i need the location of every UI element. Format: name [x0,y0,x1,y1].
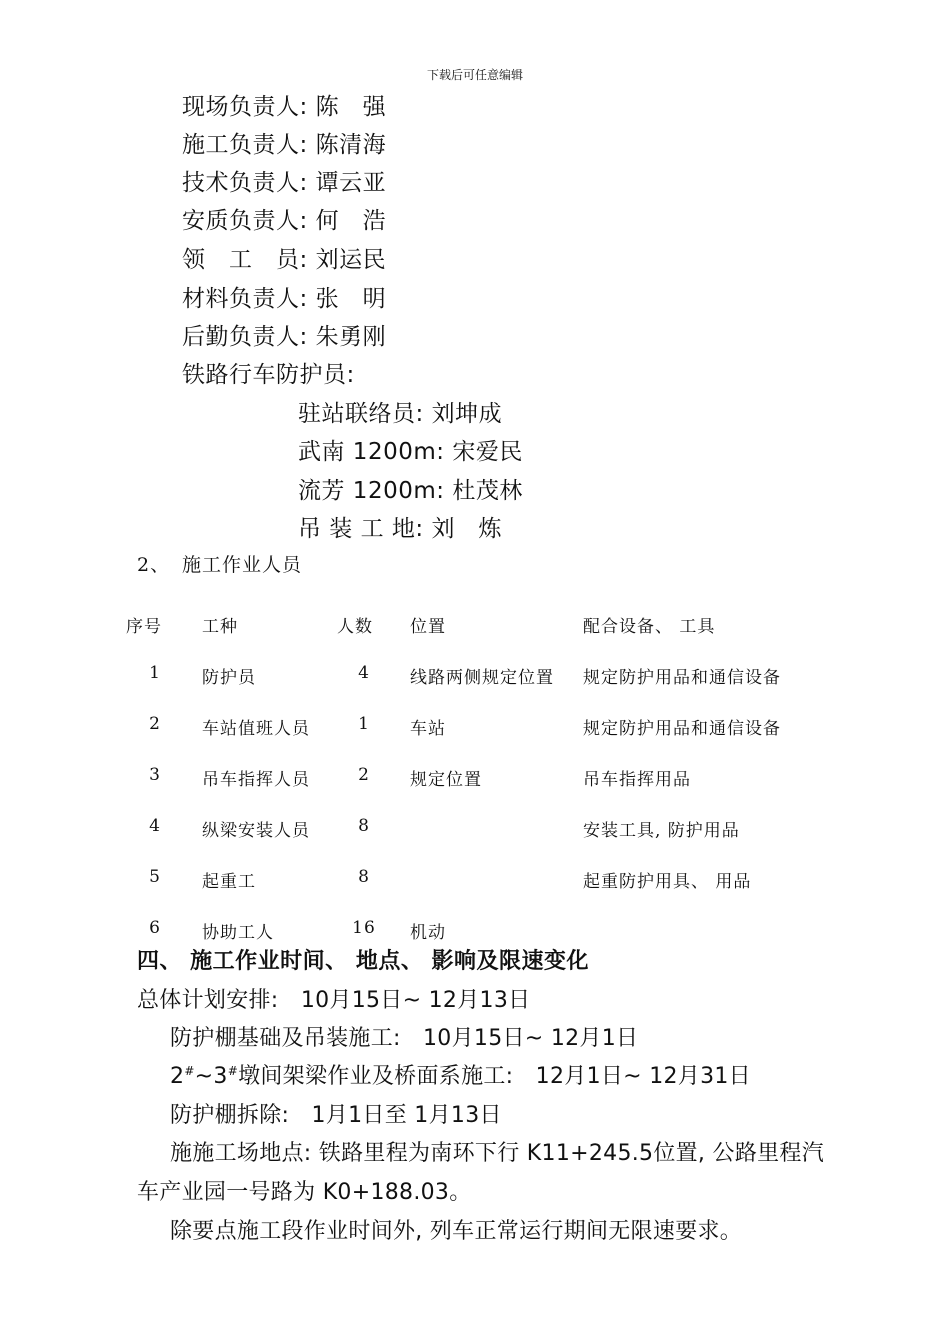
personnel-name: 何 浩 [315,208,387,234]
personnel-label: 现场负责人: [182,94,308,120]
personnel-name: 朱勇刚 [315,324,387,350]
personnel-row [182,164,386,197]
personnel-row [182,280,386,313]
row-trade: 车站值班人员 [202,719,310,739]
pier-mark: # [227,1064,239,1078]
row-index: 1 [149,663,161,683]
row-equipment: 规定防护用品和通信设备 [583,668,781,688]
row-location: 车站 [410,719,446,739]
location-line-1: 施施工场地点: 铁路里程为南环下行 K11+245.5位置, 公路里程汽 [170,1141,825,1166]
schedule-item-foundation: 防护棚基础及吊装施工: 10月15日~ 12月1日 [170,1026,639,1051]
row-index: 5 [149,867,161,887]
section-2-title: 施工作业人员 [182,554,303,576]
row-location: 机动 [410,923,446,943]
guard-label: 流芳 1200m: [298,478,445,504]
row-count: 1 [358,714,370,734]
overall-schedule: 总体计划安排: 10月15日~ 12月13日 [137,988,531,1013]
personnel-name: 谭云亚 [315,170,387,196]
table-header-location: 位置 [410,617,446,637]
personnel-row [182,356,355,389]
guard-name: 刘 炼 [431,516,502,542]
row-trade: 吊车指挥人员 [202,770,310,790]
personnel-row [182,202,386,235]
guard-label: 驻站联络员: [298,401,424,427]
row-trade: 防护员 [202,668,256,688]
guard-row [298,433,523,466]
download-note: 下载后可任意编辑 [426,68,523,82]
guard-name: 宋爱民 [452,439,523,465]
row-count: 8 [358,816,370,836]
guard-name: 杜茂林 [452,478,523,504]
personnel-label: 后勤负责人: [182,324,308,350]
personnel-row [182,318,386,351]
guard-name: 刘坤成 [431,401,503,427]
guard-row [298,395,502,428]
row-equipment: 起重防护用具、 用品 [583,872,752,892]
location-line-2: 车产业园一号路为 K0+188.03。 [137,1180,472,1205]
personnel-name: 张 明 [315,286,387,312]
schedule-item-girder [170,1059,751,1090]
guard-row [298,472,523,505]
row-count: 8 [358,867,370,887]
speed-note: 除要点施工段作业时间外, 列车正常运行期间无限速要求。 [170,1219,743,1244]
pier-number: 2 [170,1064,185,1089]
schedule-item-removal: 防护棚拆除: 1月1日至 1月13日 [170,1103,502,1128]
personnel-label: 安质负责人: [182,208,308,234]
row-index: 2 [149,714,161,734]
personnel-row [182,126,386,159]
row-count: 4 [358,663,370,683]
table-header-count: 人数 [337,617,373,637]
row-equipment: 安装工具, 防护用品 [583,821,740,841]
row-count: 2 [358,765,370,785]
guard-label: 吊 装 工 地: [298,516,424,542]
personnel-label: 铁路行车防护员: [182,362,355,388]
row-equipment: 规定防护用品和通信设备 [583,719,781,739]
personnel-label: 技术负责人: [182,170,308,196]
row-index: 3 [149,765,161,785]
personnel-name: 刘运民 [315,247,387,273]
row-trade: 起重工 [202,872,256,892]
personnel-name: 陈 强 [315,94,387,120]
pier-mark: # [184,1064,195,1078]
section-2-number: 2、 [137,554,171,576]
row-trade: 纵梁安装人员 [202,821,310,841]
table-header-index: 序号 [126,617,162,637]
row-location: 线路两侧规定位置 [410,668,554,688]
personnel-label: 施工负责人: [182,132,308,158]
row-index: 4 [149,816,161,836]
table-header-equipment: 配合设备、 工具 [583,617,716,637]
guard-label: 武南 1200m: [298,439,445,465]
section-4-heading: 四、 施工作业时间、 地点、 影响及限速变化 [137,949,589,974]
personnel-row [182,241,386,274]
personnel-row [182,88,386,121]
row-equipment: 吊车指挥用品 [583,770,691,790]
row-location: 规定位置 [410,770,482,790]
row-trade: 协助工人 [202,923,274,943]
girder-text: 墩间架梁作业及桥面系施工: 12月1日~ 12月31日 [238,1064,751,1089]
guard-row [298,510,502,543]
pier-range: ~3 [194,1064,228,1089]
row-count: 16 [352,918,376,938]
personnel-label: 领 工 员: [182,247,308,273]
row-index: 6 [149,918,161,938]
personnel-label: 材料负责人: [182,286,308,312]
table-header-trade: 工种 [202,617,238,637]
personnel-name: 陈清海 [315,132,387,158]
